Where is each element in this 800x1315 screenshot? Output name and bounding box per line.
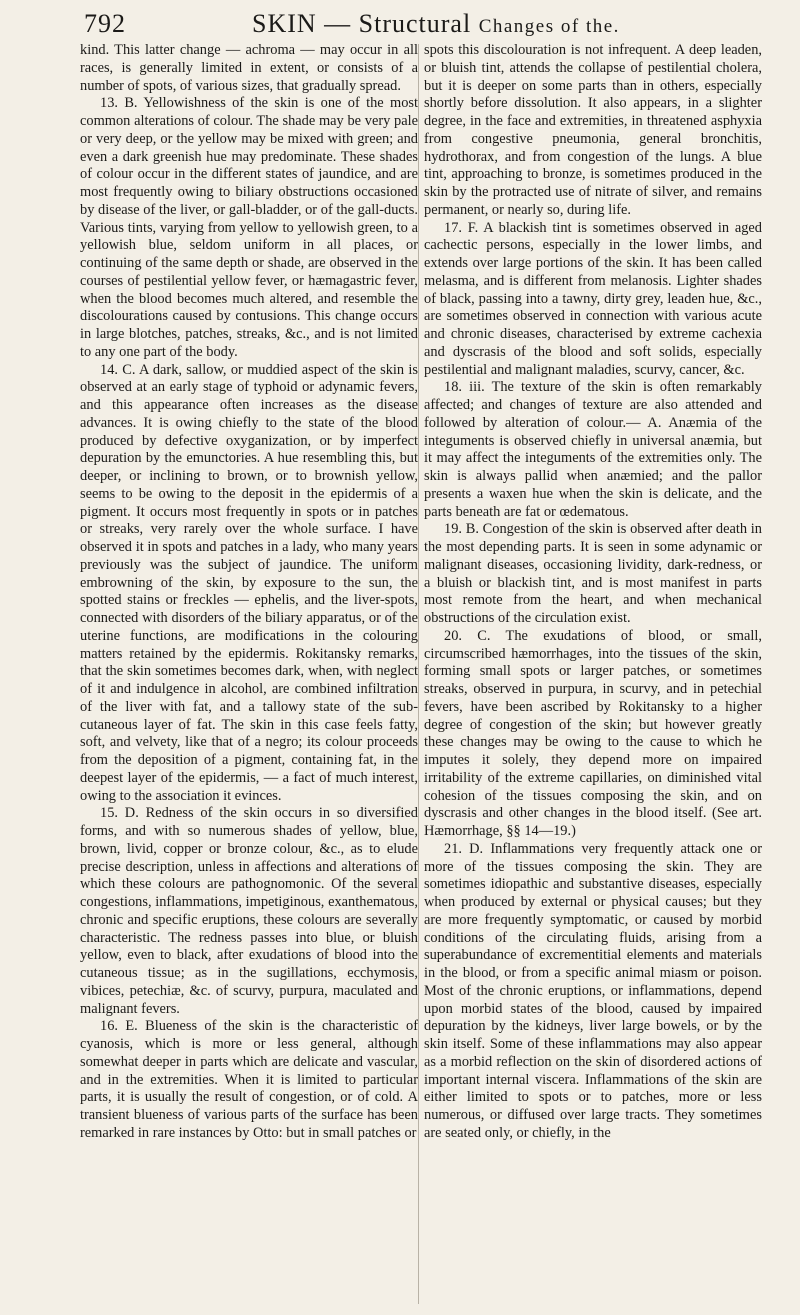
left-column [80, 42, 418, 1307]
paragraph-continued: kind. This latter change — achroma — may occur in all races, is generally limited in extent, or consists of a number of spots, of various sizes, that gradually spread. [80, 42, 418, 94]
page-header [84, 8, 738, 40]
paragraph-20-exudations: 20. C. The exudations of blood, or small, circumscribed hæmorrhages, into the tissues of the skin, forming small spots or larger patches, or sometimes streaks, observed in purpura, in scurvy, and in petechial fevers, have been ascribed by Rokitansky to a higher degree of congestion of the skin; but however greatly these changes may be owing to the cause to which he imputes it solely, they depend more on impaired irritability of the extreme capillaries, on diminished vital cohesion of the tissues composing the skin, and on dyscrasis and other changes in the blood itself. (See art. Hæmorrhage, §§ 14—19.) [424, 627, 762, 839]
paragraph-19-congestion: 19. B. Congestion of the skin is observed after death in the most depending parts. It is seen in some adynamic or malignant diseases, occasioning lividity, dark-redness, or a bluish or blackish tint, and is most manifest in parts most remote from the heart, and when mechanical obstructions of the circulation exist. [424, 521, 762, 626]
right-column [424, 42, 762, 1307]
paragraph-13-yellowishness: 13. B. Yellowishness of the skin is one of the most common alterations of colour. The shade may be very pale or very deep, or the yellow may be mixed with green; and even a dark greenish hue may predominate. These shades of colour occur in the different states of jaundice, and are most frequently owing to biliary obstructions occasioned by disease of the liver, or gall-bladder, or of the gall-ducts. Various tints, varying from yellow to yellowish green, to a yellowish blue, seldom uniform in all places, or continuing of the same depth or shade, are observed in the courses of pestilential yellow fever, or hæmagastric fever, when the blood becomes much altered, and resemble the discolourations caused by contusions. This change occurs in large blotches, patches, streaks, &c., and is not limited to any one part of the body. [80, 95, 418, 360]
running-title [252, 8, 620, 43]
paragraph-15-redness: 15. D. Redness of the skin occurs in so diversified forms, and with so numerous shades of yellow, blue, brown, livid, copper or bronze colour, &c., as to elude precise description, unless in affections and alterations of which these colours are pathognomonic. Of the several congestions, inflammations, impetiginous, exanthematous, chronic and specific eruptions, these colours are severally characteristic. The redness passes into blue, or bluish yellow, even to black, after exudations of blood into the cutaneous tissue; as in the sugillations, ecchymosis, vibices, petechiæ, &c. of scurvy, purpura, maculated and malignant fevers. [80, 805, 418, 1017]
column-divider [418, 44, 419, 1304]
paragraph-18-texture-anaemia: 18. iii. The texture of the skin is often remarkably affected; and changes of texture are also attended and followed by alteration of colour.— A. Anæmia of the integuments is observed chiefly in universal anæmia, but it may affect the integuments of the extremities only. The skin is always pallid when anæmied; and the pallor presents a waxen hue when the skin is delicate, and the parts beneath are fat or œdematous. [424, 379, 762, 520]
paragraph-16-blueness: 16. E. Blueness of the skin is the characteristic of cyanosis, which is more or less general, although somewhat deeper in parts which are delicate and vascular, and in the extremities. When it is limited to particular parts, it is usually the result of congestion, or of cold. A transient blueness of various parts of the surface has been remarked in rare instances by Otto: but in small patches or [80, 1018, 418, 1141]
paragraph-17-blackish-tint: 17. F. A blackish tint is sometimes observed in aged cachectic persons, especially in the lower limbs, and extends over large portions of the skin. It has been called melasma, and is different from melanosis. Lighter shades of black, passing into a tawny, dirty grey, leaden hue, &c., are sometimes observed in connection with various acute and chronic diseases, characterised by extreme cachexia and dyscrasis of the blood and soft solids, especially pestilential and malignant maladies, scurvy, cancer, &c. [424, 219, 762, 378]
paragraph-21-inflammations: 21. D. Inflammations very frequently attack one or more of the tissues composing the skin. They are sometimes idiopathic and substantive diseases, especially when produced by external or physical causes; but they are more frequently symptomatic, or caused by morbid conditions of the circulating fluids, arising from a superabundance of excrementitial elements and materials in the blood, or from a specific animal miasm or poison. Most of the chronic eruptions, or inflammations, depend upon morbid states of the blood, caused by impaired depuration by the kidneys, liver large bowels, or by the skin itself. Some of these inflammations may also appear as a morbid reflection on the skin of disordered actions of important internal viscera. Inflammations of the skin are either limited to spots or to patches, more or less numerous, or diffused over large tracts. They sometimes are seated only, or chiefly, in the [424, 840, 762, 1141]
running-title-rest: Changes of the. [478, 16, 620, 37]
running-title-main: SKIN — Structural [252, 9, 472, 38]
paragraph-16-continued: spots this discolouration is not infrequent. A deep leaden, or bluish tint, attends the collapse of pestilential cholera, but it is deeper on some parts than in others, especially shortly before dissolution. It also appears, in a slighter degree, in the face and extremities, in threatened asphyxia from congestive pneumonia, general bronchitis, hydrothorax, and from congestion of the lungs. A blue tint, approaching to bronze, is sometimes produced in the skin by the protracted use of nitrate of silver, and remains permanent, or nearly so, during life. [424, 42, 762, 218]
page-number: 792 [84, 9, 126, 38]
paragraph-14-dark-aspect: 14. C. A dark, sallow, or muddied aspect of the skin is observed at an early stage of typhoid or adynamic fevers, and this appearance often increases as the disease advances. It is owing chiefly to the state of the blood produced by defective oxyganization, or by imperfect depuration by the emunctories. A hue resembling this, but deeper, or inclining to brown, or to brownish yellow, seems to be owing to the deposit in the epidermis of a pigment. It occurs most frequently in spots or in patches or streaks, very rarely over the whole surface. I have observed it in spots and patches in a lady, who many years previously was the subject of jaundice. The uniform embrowning of the skin, by exposure to the sun, the spotted stains or freckles — ephelis, and the liver-spots, connected with disorders of the biliary apparatus, or of the uterine functions, are modifications in the colouring matters retained by the epidermis. Rokitansky remarks, that the skin sometimes becomes dark, when, with neglect of it and indulgence in alcohol, are combined infiltration of the liver with fat, and a tallowy state of the sub-cutaneous layer of fat. The skin in this case feels fatty, soft, and velvety, like that of a negro; its colour proceeds from the deposition of a pigment, containing fat, in the deepest layer of the epidermis, — a fact of much interest, owing to the association it evinces. [80, 361, 418, 804]
